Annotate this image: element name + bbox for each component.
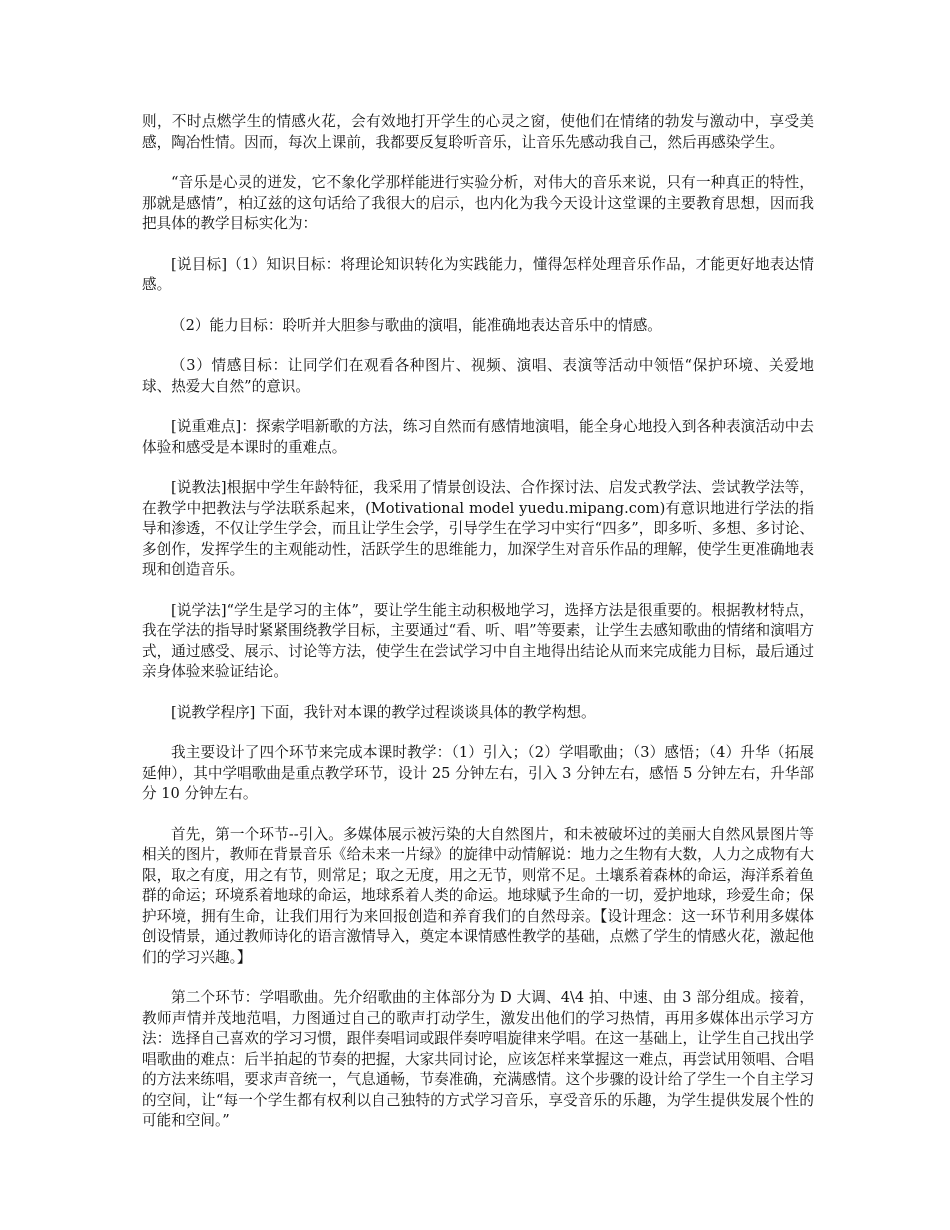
paragraph-9: [说教学程序] 下面，我针对本课的教学过程谈谈具体的教学构想。 bbox=[171, 703, 596, 721]
paragraph-2: “音乐是心灵的迸发，它不象化学那样能进行实验分析，对伟大的音乐来说，只有一种真正的特性，那就是感情”，柏辽兹的这句话给了我很大的启示，也内化为我今天设计这堂课的主要教育思想，因而我把具体的教学目标实化为： bbox=[142, 174, 814, 232]
document-page bbox=[142, 112, 814, 1152]
paragraph-4: （2）能力目标：聆听并大胆参与歌曲的演唱，能准确地表达音乐中的情感。 bbox=[171, 316, 662, 334]
paragraph-1: 则，不时点燃学生的情感火花，会有效地打开学生的心灵之窗，使他们在情绪的勃发与激动中，享受美感，陶冶性情。因而，每次上课前，我都要反复聆听音乐，让音乐先感动我自己，然后再感染学生。 bbox=[142, 113, 814, 151]
paragraph-11: 首先，第一个环节--引入。多媒体展示被污染的大自然图片，和未被破坏过的美丽大自然风景图片等相关的图片，教师在背景音乐《给未来一片绿》的旋律中动情解说：地力之生物有大数，人力之成物有大限，取之有度，用之有节，则常足；取之无度，用之无节，则常不足。土壤系着森林的命运，海洋系着鱼群的命运；环境系着地球的命运，地球系着人类的命运。地球赋予生命的一切，爱护地球，珍爱生命；保护环境，拥有生命，让我们用行为来回报创造和养育我们的自然母亲。【设计理念：这一环节利用多媒体创设情景，通过教师诗化的语言激情导入，奠定本课情感性教学的基础，点燃了学生的情感火花，激起他们的学习兴趣。】 bbox=[142, 825, 814, 966]
paragraph-6: [说重难点]：探索学唱新歌的方法，练习自然而有感情地演唱，能全身心地投入到各种表演活动中去体验和感受是本课时的重难点。 bbox=[142, 418, 814, 456]
paragraph-7: [说教法]根据中学生年龄特征，我采用了情景创设法、合作探讨法、启发式教学法、尝试教学法等，在教学中把教法与学法联系起来，(Motivational model yuedu.mipang.com)有意识地进行学法的指导和渗透，不仅让学生学会，而且让学生会学，引导学生在学习中实行“四多”，即多听、多想、多讨论、多创作，发挥学生的主观能动性，活跃学生的思维能力，加深学生对音乐作品的理解，使学生更准确地表现和创造音乐。 bbox=[142, 479, 814, 578]
paragraph-8: [说学法]“学生是学习的主体”，要让学生能主动积极地学习，选择方法是很重要的。根据教材特点，我在学法的指导时紧紧围绕教学目标，主要通过“看、听、唱”等要素，让学生去感知歌曲的情绪和演唱方式，通过感受、展示、讨论等方法，使学生在尝试学习中自主地得出结论从而来完成能力目标，最后通过亲身体验来验证结论。 bbox=[142, 601, 814, 680]
paragraph-3: [说目标]（1）知识目标：将理论知识转化为实践能力，懂得怎样处理音乐作品，才能更好地表达情感。 bbox=[142, 255, 814, 293]
paragraph-12: 第二个环节：学唱歌曲。先介绍歌曲的主体部分为 D 大调、4\4 拍、中速、由 3 部分组成。接着，教师声情并茂地范唱，力图通过自己的歌声打动学生，激发出他们的学习热情，再用多媒体出示学习方法：选择自己喜欢的学习习惯，跟伴奏唱词或跟伴奏哼唱旋律来学唱。在这一基础上，让学生自己找出学唱歌曲的难点：后半拍起的节奏的把握，大家共同讨论，应该怎样来掌握这一难点，再尝试用领唱、合唱的方法来练唱，要求声音统一，气息通畅，节奏准确，充满感情。这个步骤的设计给了学生一个自主学习的空间，让“每一个学生都有权利以自己独特的方式学习音乐，享受音乐的乐趣，为学生提供发展个性的可能和空间。” bbox=[142, 989, 814, 1129]
paragraph-5: （3）情感目标：让同学们在观看各种图片、视频、演唱、表演等活动中领悟“保护环境、关爱地球、热爱大自然”的意识。 bbox=[142, 357, 814, 395]
paragraph-10: 我主要设计了四个环节来完成本课时教学：（1）引入；（2）学唱歌曲；（3）感悟；（4）升华（拓展延伸），其中学唱歌曲是重点教学环节，设计 25 分钟左右，引入 3 分钟左右，感悟 5 分钟左右，升华部分 10 分钟左右。 bbox=[142, 744, 814, 802]
